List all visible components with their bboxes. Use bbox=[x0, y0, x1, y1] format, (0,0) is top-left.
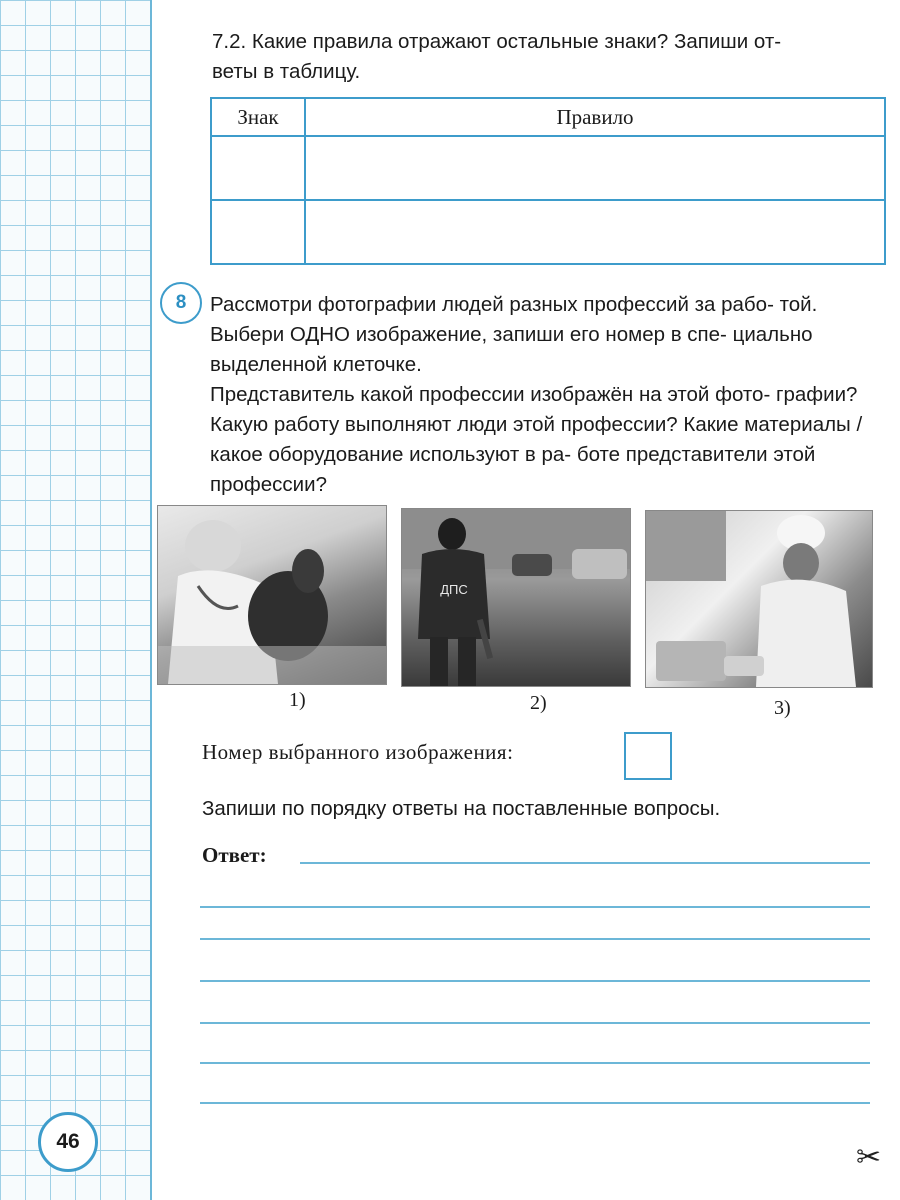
answer-line[interactable] bbox=[200, 938, 870, 940]
task-8-paragraph-2: Представитель какой профессии изображён на этой фото- графии? Какую работу выполняют люди этой профессии? Какие материалы / какое оборудование используют в ра- боте представители этой профессии? bbox=[210, 383, 863, 496]
scissors-icon: ✂ bbox=[856, 1141, 882, 1174]
traffic-police-photo bbox=[401, 508, 631, 687]
task-7-2-line2: веты в таблицу. bbox=[212, 60, 361, 83]
answer-line[interactable] bbox=[200, 1062, 870, 1064]
cook-photo bbox=[645, 510, 873, 688]
margin-grid bbox=[0, 0, 150, 1200]
cook-illustration bbox=[646, 511, 872, 687]
task-7-2-line1: 7.2. Какие правила отражают остальные знаки? Запиши от- bbox=[212, 30, 782, 53]
page-number: 46 bbox=[38, 1112, 98, 1172]
answer-line[interactable] bbox=[300, 862, 870, 864]
task-8-paragraph-1: Рассмотри фотографии людей разных профессий за рабо- той. Выбери ОДНО изображение, запиши его номер в спе- циально выделенной клеточке. bbox=[210, 293, 818, 376]
traffic-police-illustration bbox=[402, 509, 630, 686]
column-sign-header: Знак bbox=[211, 98, 305, 136]
veterinarian-photo bbox=[157, 505, 387, 685]
sign-cell[interactable] bbox=[211, 136, 305, 200]
task-7-2-text bbox=[212, 27, 882, 87]
rule-cell[interactable] bbox=[305, 136, 885, 200]
sign-cell[interactable] bbox=[211, 200, 305, 264]
rule-cell[interactable] bbox=[305, 200, 885, 264]
column-rule-header: Правило bbox=[305, 98, 885, 136]
task-8-text bbox=[210, 290, 886, 500]
answer-table bbox=[210, 97, 886, 265]
answer-line[interactable] bbox=[200, 980, 870, 982]
dps-badge-text: ДПС bbox=[440, 582, 468, 597]
veterinarian-illustration bbox=[158, 506, 386, 684]
answer-line[interactable] bbox=[200, 1022, 870, 1024]
task-number-badge: 8 bbox=[160, 282, 202, 324]
answer-label: Ответ: bbox=[202, 843, 267, 867]
answer-instruction: Запиши по порядку ответы на поставленные вопросы. bbox=[202, 797, 721, 820]
photo-1-caption: 1) bbox=[289, 689, 306, 711]
chosen-image-label: Номер выбранного изображения: bbox=[202, 740, 514, 764]
chosen-image-box[interactable] bbox=[624, 732, 672, 780]
margin-line bbox=[150, 0, 152, 1200]
photo-3-caption: 3) bbox=[774, 697, 791, 719]
answer-line[interactable] bbox=[200, 1102, 870, 1104]
answer-line[interactable] bbox=[200, 906, 870, 908]
photo-2-caption: 2) bbox=[530, 692, 547, 714]
